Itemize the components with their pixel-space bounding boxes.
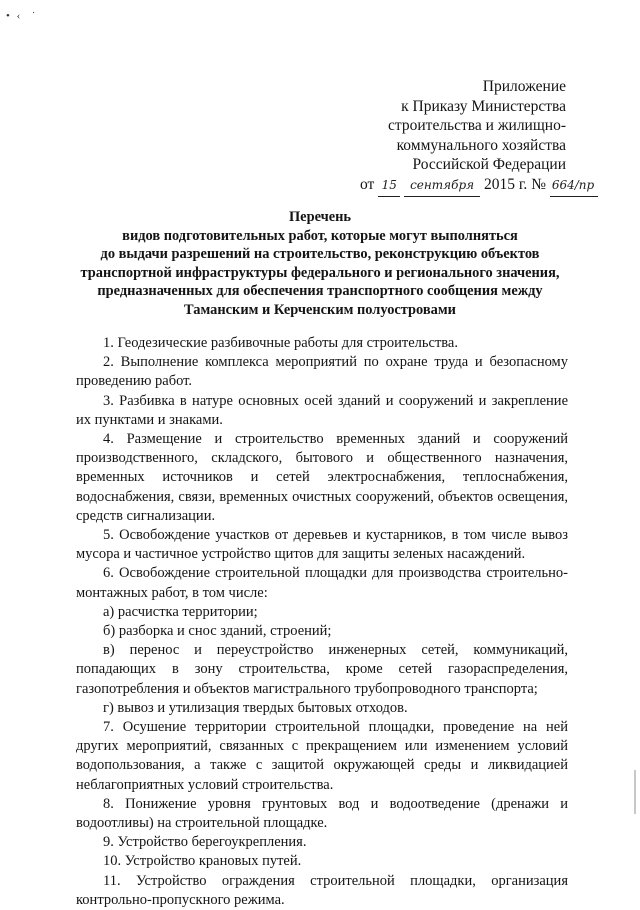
list-item: 2. Выполнение комплекса мероприятий по охране труда и безопасному проведению работ.: [76, 354, 568, 390]
title-line: Таманским и Керченским полуостровами: [184, 301, 456, 318]
list-item: 3. Разбивка в натуре основных осей зданий и сооружений и закрепление их пунктами и знаками.: [76, 392, 568, 428]
handwritten-order-number: 664/пр: [550, 176, 598, 197]
title-heading: Перечень: [288, 209, 352, 225]
title-line: предназначенных для обеспечения транспортного сообщения между: [97, 283, 543, 300]
sub-item: а) расчистка территории;: [103, 603, 258, 620]
list-item: 8. Понижение уровня грунтовых вод и водоотведение (дренажи и водоотливы) на строительной площадке.: [76, 795, 568, 832]
list-item: 4. Размещение и строительство временных зданий и сооружений производственного, складского, бытового и общественного назначения, временных источников и сетей электроснабжения, теплоснабжения, водоснабжения, связи, временных очистных сооружений, объектов освещения, средств сигнализации.: [76, 431, 568, 524]
date-year: 2015 г.: [483, 175, 528, 193]
handwritten-month: сентября: [404, 176, 480, 197]
scan-edge-artifact: [634, 770, 636, 814]
list-item: 6. Освобождение строительной площадки для производства строительно-монтажных работ, в том числе:: [76, 565, 568, 601]
date-prefix: от: [360, 175, 375, 193]
appendix-line: Российской Федерации: [412, 156, 566, 174]
title-line: до выдачи разрешений на строительство, реконструкцию объектов: [100, 246, 540, 263]
sub-item: г) вывоз и утилизация твердых бытовых отходов.: [103, 699, 408, 716]
list-item: 11. Устройство ограждения строительной площадки, организация контрольно-пропускного режима.: [76, 872, 568, 908]
title-line: видов подготовительных работ, которые могут выполняться: [122, 227, 518, 244]
number-sign: №: [531, 175, 546, 193]
appendix-line: строительства и жилищно-: [388, 117, 566, 135]
scan-artifact: • ‹ ˙: [6, 10, 38, 22]
sub-item: б) разборка и снос зданий, строений;: [103, 623, 332, 640]
list-item: 7. Осушение территории строительной площадки, проведение на ней других мероприятий, связанных с прекращением или изменением условий водопользования, а также с защитой окружающей среды и ликвидацией неблагоприятных условий строительства.: [76, 719, 568, 793]
sub-item: в) перенос и переустройство инженерных сетей, коммуникаций, попадающих в зону строительства, кроме сетей газораспределения, газопотребления и объектов магистрального трубопроводного транспорта;: [76, 642, 568, 697]
list-item: 5. Освобождение участков от деревьев и кустарников, в том числе вывоз мусора и частичное устройство щитов для защиты зеленых насаждений.: [76, 527, 568, 563]
works-list: [76, 334, 568, 910]
handwritten-day: 15: [378, 176, 400, 197]
appendix-header: [360, 77, 595, 197]
appendix-line: Приложение: [482, 78, 566, 95]
order-date-line: [360, 175, 595, 197]
appendix-line: коммунального хозяйства: [396, 136, 566, 154]
title-line: транспортной инфраструктуры федерального и регионального значения,: [80, 264, 560, 281]
appendix-line: к Приказу Министерства: [401, 97, 566, 115]
list-item: 9. Устройство берегоукрепления.: [103, 834, 307, 851]
list-item: 1. Геодезические разбивочные работы для строительства.: [103, 335, 458, 351]
list-item: 10. Устройство крановых путей.: [103, 853, 302, 870]
document-title: [60, 208, 580, 320]
